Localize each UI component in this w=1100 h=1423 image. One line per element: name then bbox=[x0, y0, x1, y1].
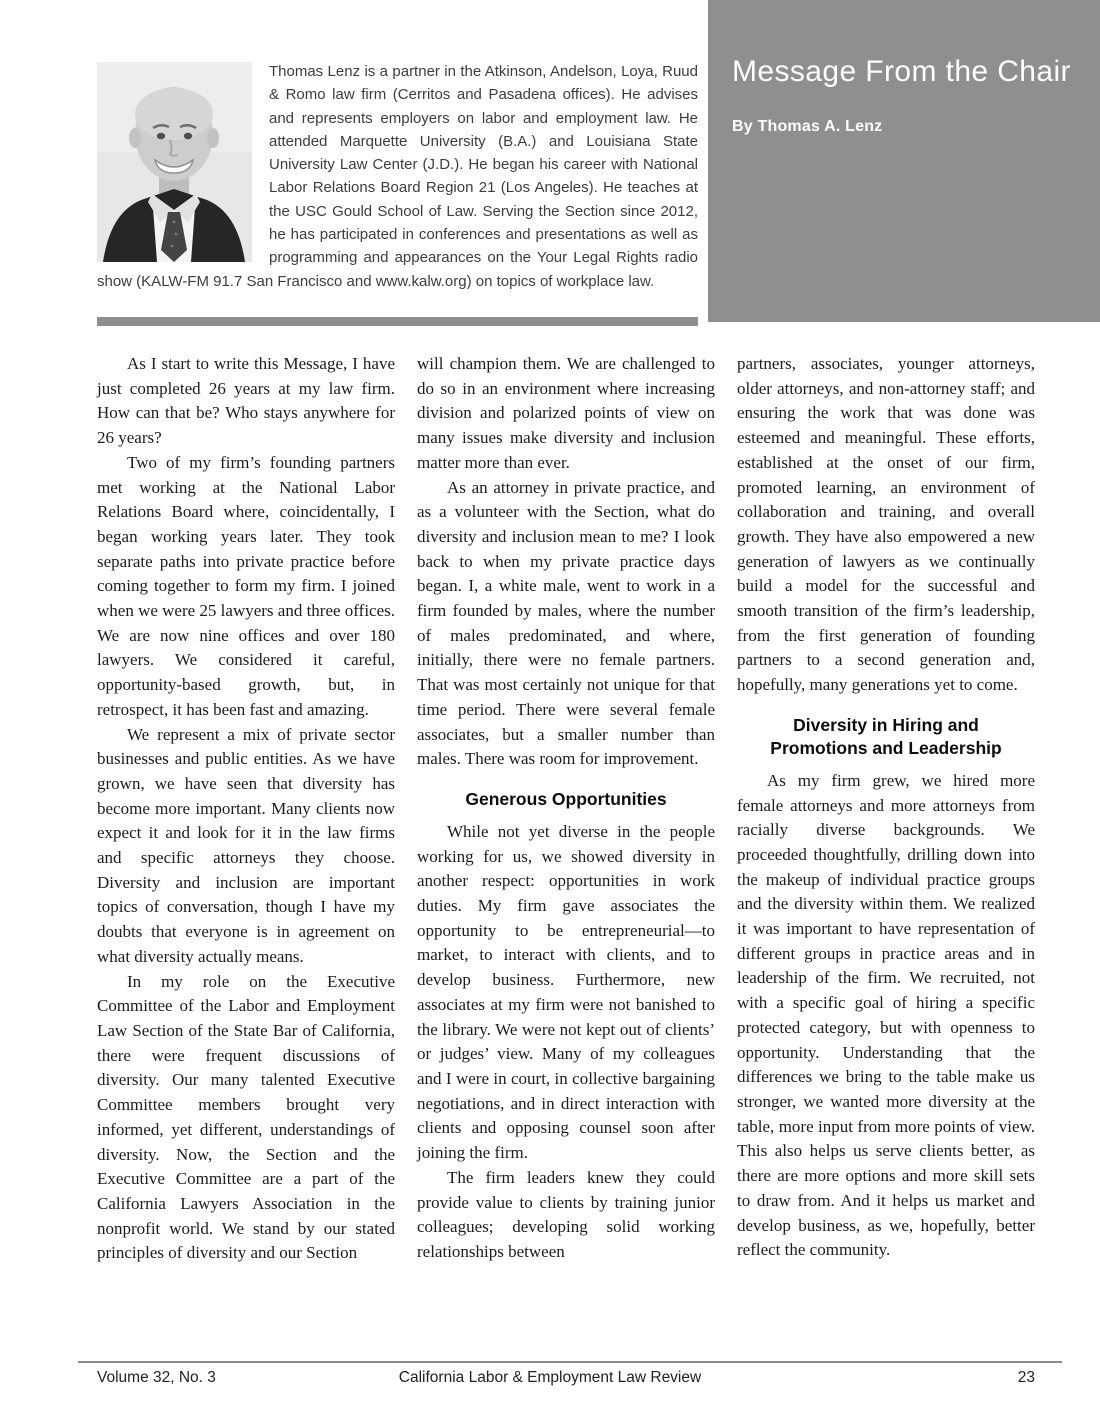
paragraph: We represent a mix of private sector businesses and public entities. As we have grown, we have seen that diversity has become more important. Many clients now expect it and look for it in the law firms and specific attorneys they choose. Diversity and inclusion are important topics of conversation, though I have my doubts that everyone is in agreement on what diversity actually means. bbox=[97, 724, 395, 966]
section-divider-bar bbox=[97, 317, 698, 326]
paragraph: In my role on the Executive Committee of the Labor and Employment Law Section of the State Bar of California, there were frequent discussions of diversity. Our many talented Executive Committee members brought very informed, yet different, understandings of diversity. Now, the Section and the Executive Committee are a part of the California Lawyers Association in the nonprofit world. We stand by our stated principles of diversity and our Section bbox=[97, 971, 395, 1263]
page-footer bbox=[0, 1369, 1100, 1393]
bio-text: Thomas Lenz is a partner in the Atkinson, Andelson, Loya, Ruud & Romo law firm (Cerritos and Pasadena offices). He advises and represents employers on labor and employment law. He attended Marquette University (B.A.) and Louisiana State University Law Center (J.D.). He began his career with National Labor Relations Board Region 21 (Los Angeles). He teaches at the USC Gould School of Law. Serving the Section since 2012, he has participated in conferences and presentations as well as programming and appearances on the Your Legal Rights radio show (KALW-FM 91.7 San Francisco and www.kalw.org) on topics of workplace law. bbox=[97, 63, 698, 290]
article-column-1 bbox=[97, 352, 395, 1266]
paragraph: As my firm grew, we hired more female attorneys and more attorneys from racially diverse backgrounds. We proceeded thoughtfully, drilling down into the makeup of individual practice groups and the diversity within them. We realized it was important to have representation of different groups in practice areas and in leadership of the firm. We recruited, not with a specific goal of hiring a specific protected category, but with openness to opportunity. Understanding that the differences we bring to the table make us stronger, we wanted more diversity at the table, more input from more points of view. This also helps us serve clients better, as there are more options and more skill sets to draw from. And it helps us market and develop business, as we, hopefully, better reflect the community. bbox=[737, 770, 1035, 1260]
paragraph: Two of my firm’s founding partners met working at the National Labor Relations Board where, coincidentally, I began working years later. They took separate paths into private practice before coming together to form my firm. I joined when we were 25 lawyers and three offices. We are now nine offices and over 180 lawyers. We considered it careful, opportunity-based growth, but, in retrospect, it has been fast and amazing. bbox=[97, 452, 396, 719]
section-heading-diversity-in-hiring: Diversity in Hiring and Promotions and Leadership bbox=[770, 714, 1002, 758]
paragraph: The firm leaders knew they could provide value to clients by training junior colleagues; developing solid working relationships between bbox=[417, 1167, 715, 1261]
article-column-3 bbox=[737, 352, 1035, 1266]
masthead bbox=[708, 0, 1100, 322]
paragraph-continuation: will champion them. We are challenged to do so in an environment where increasing division and polarized points of view on many issues make diversity and inclusion matter more than ever. bbox=[417, 354, 715, 472]
paragraph: As I start to write this Message, I have just completed 26 years at my law firm. How can that be? Who stays anywhere for 26 years? bbox=[97, 354, 395, 448]
footer-journal-title: California Labor & Employment Law Review bbox=[398, 1369, 702, 1386]
paragraph: While not yet diverse in the people working for us, we showed diversity in another respect: opportunities in work duties. My firm gave associates the opportunity to be entrepreneurial—to market, to interact with clients, and to develop business. Furthermore, new associates at my firm were not banished to the library. We were not kept out of clients’ or judges’ view. Many of my colleagues and I were in court, in collective bargaining negotiations, and in direct interaction with clients and opposing counsel soon after joining the firm. bbox=[417, 821, 715, 1163]
author-portrait-photo bbox=[97, 62, 252, 262]
article-column-2 bbox=[417, 352, 715, 1266]
paragraph: As an attorney in private practice, and as a volunteer with the Section, what do diversity and inclusion mean to me? I look back to when my private practice days began. I, a white male, went to work in a firm founded by males, where the number of males predominated, and where, initially, there were no female partners. That was most certainly not unique for that time period. There were several female associates, but a smaller number than males. There was room for improvement. bbox=[417, 477, 715, 769]
article-body bbox=[97, 352, 1035, 1266]
footer-volume: Volume 32, No. 3 bbox=[97, 1369, 216, 1386]
page-title: Message From the Chair bbox=[732, 55, 1071, 88]
paragraph-continuation: partners, associates, younger attorneys, older attorneys, and non-attorney staff; and ensuring the work that was done was esteemed and meaningful. These efforts, established at the onset of our firm, promoted learning, an environment of collaboration and training, and overall growth. They have also empowered a new generation of lawyers as we continually build a model for the successful and smooth transition of the firm’s leadership, from the first generation of founding partners to a second generation and, hopefully, many generations yet to come. bbox=[737, 354, 1035, 695]
section-heading-generous-opportunities: Generous Opportunities bbox=[465, 788, 667, 809]
byline: By Thomas A. Lenz bbox=[732, 118, 883, 135]
author-bio bbox=[97, 60, 698, 293]
footer-page-number: 23 bbox=[1017, 1369, 1035, 1386]
footer-rule bbox=[78, 1361, 1062, 1363]
